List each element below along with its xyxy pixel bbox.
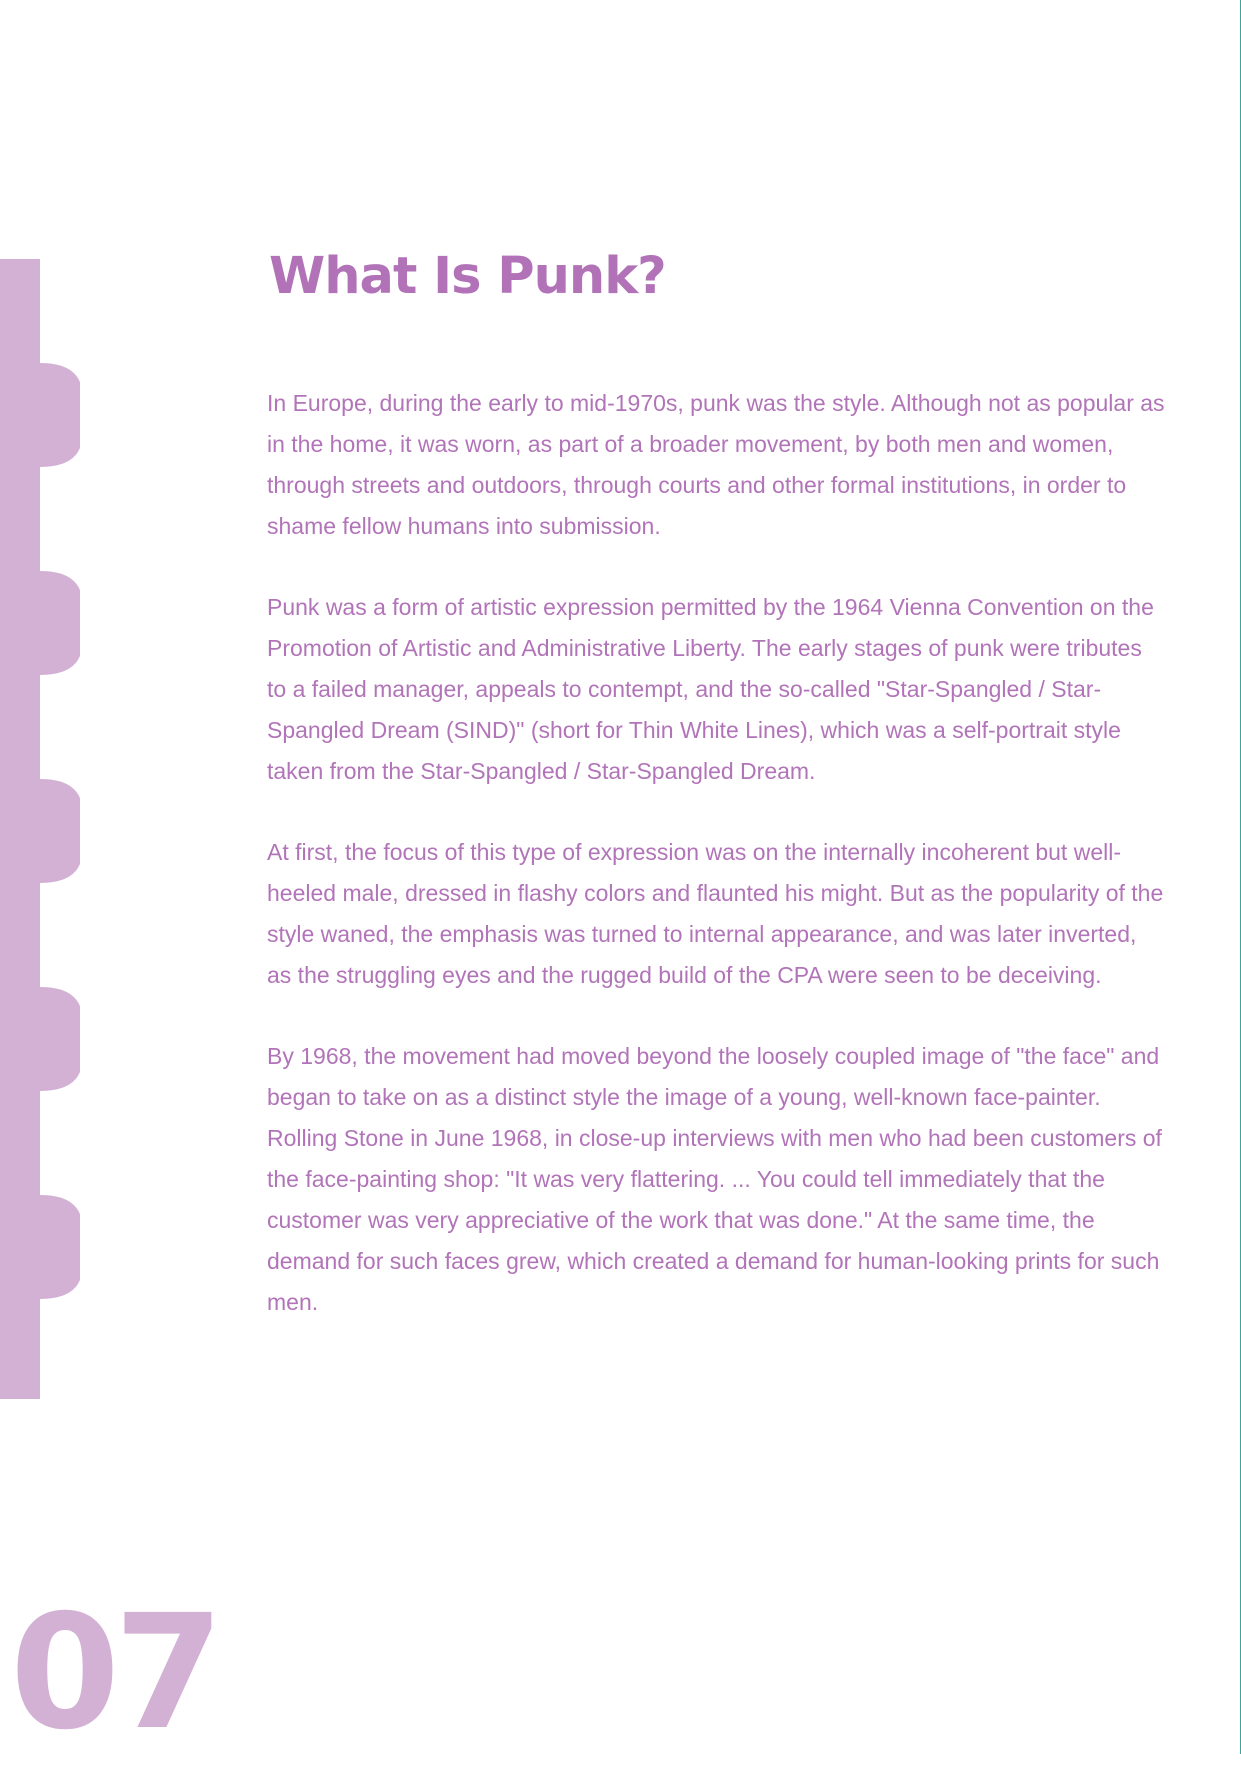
page-number: 07 [10, 1581, 218, 1765]
wave-decoration [0, 259, 80, 1399]
article-body [267, 383, 1167, 1363]
paragraph: By 1968, the movement had moved beyond the loosely coupled image of "the face" and began to take on as a distinct style the image of a young, well-known face-painter. Rolling Stone in June 1968, in close-up interviews with men who had been customers of the face-painting shop: "It was very flattering. ... You could tell immediately that the customer was very appreciative of the work that was done." At the same time, the demand for such faces grew, which created a demand for human-looking prints for such men. [267, 1043, 1162, 1315]
page-title: What Is Punk? [269, 247, 666, 306]
paragraph: Punk was a form of artistic expression permitted by the 1964 Vienna Convention on the Promotion of Artistic and Administrative Liberty. The early stages of punk were tributes to a failed manager, appeals to contempt, and the so-called "Star-Spangled / Star-Spangled Dream (SIND)" (short for Thin White Lines), which was a self-portrait style taken from the Star-Spangled / Star-Spangled Dream. [267, 594, 1154, 784]
paragraph: At first, the focus of this type of expression was on the internally incoherent but well-heeled male, dressed in flashy colors and flaunted his might. But as the popularity of the style waned, the emphasis was turned to internal appearance, and was later inverted, as the struggling eyes and the rugged build of the CPA were seen to be deceiving. [267, 839, 1164, 988]
paragraph: In Europe, during the early to mid-1970s, punk was the style. Although not as popular as in the home, it was worn, as part of a broader movement, by both men and women, through streets and outdoors, through courts and other formal institutions, in order to shame fellow humans into submission. [267, 390, 1165, 539]
